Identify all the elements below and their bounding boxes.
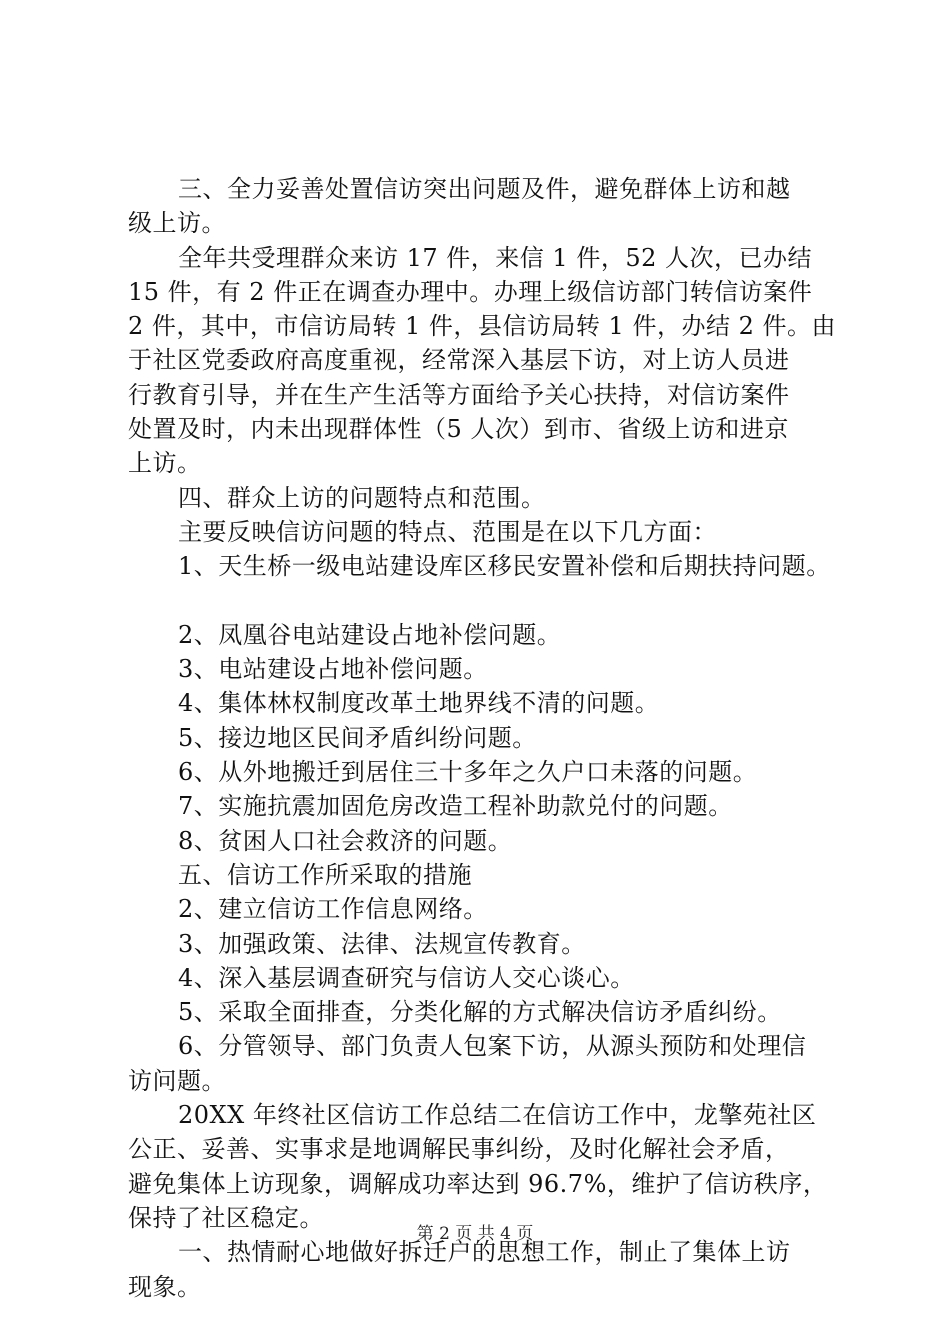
text-line: 全年共受理群众来访 17 件，来信 1 件，52 人次，已办结 [178, 243, 812, 272]
text-line: 保持了社区稳定。 [128, 1203, 324, 1232]
text-line: 公正、妥善、实事求是地调解民事纠纷，及时化解社会矛盾， [128, 1135, 790, 1164]
text-line: 三、全力妥善处置信访突出问题及件，避免群体上访和越 [178, 175, 791, 203]
text-line: 主要反映信访问题的特点、范围是在以下几方面： [178, 517, 717, 546]
text-line: 上访。 [128, 449, 202, 478]
text-line: 6、分管领导、部门负责人包案下访，从源头预防和处理信 [178, 1032, 807, 1061]
text-line: 2、建立信访工作信息网络。 [178, 895, 488, 924]
text-line: 一、热情耐心地做好拆迁户的思想工作，制止了集体上访 [178, 1238, 791, 1267]
text-line: 级上访。 [128, 209, 226, 238]
text-line: 5、接边地区民间矛盾纠纷问题。 [178, 723, 537, 752]
text-line: 1、天生桥一级电站建设库区移民安置补偿和后期扶持问题。 [178, 552, 831, 581]
text-line: 20XX 年终社区信访工作总结二在信访工作中，龙擎苑社区 [178, 1101, 817, 1130]
text-line: 五、信访工作所采取的措施 [178, 860, 472, 889]
document-body [128, 172, 848, 1304]
text-line: 现象。 [128, 1272, 202, 1301]
text-line: 4、集体林权制度改革土地界线不清的问题。 [178, 689, 660, 718]
blank-line [128, 584, 848, 618]
text-line: 于社区党委政府高度重视，经常深入基层下访，对上访人员进 [128, 346, 790, 375]
text-line: 避免集体上访现象，调解成功率达到 96.7%，维护了信访秩序， [128, 1169, 828, 1198]
text-line: 行教育引导，并在生产生活等方面给予关心扶持，对信访案件 [128, 380, 790, 409]
text-line: 15 件，有 2 件正在调查办理中。办理上级信访部门转信访案件 [128, 277, 813, 306]
text-line: 2、凤凰谷电站建设占地补偿问题。 [178, 620, 562, 649]
text-line: 3、电站建设占地补偿问题。 [178, 655, 488, 684]
text-line: 处置及时，内未出现群体性（5 人次）到市、省级上访和进京 [128, 415, 789, 444]
text-line: 4、深入基层调查研究与信访人交心谈心。 [178, 963, 635, 992]
page-number-label: 第 2 页 共 4 页 [416, 1224, 534, 1244]
text-line: 2 件，其中，市信访局转 1 件，县信访局转 1 件，办结 2 件。由 [128, 312, 836, 341]
text-line: 3、加强政策、法律、法规宣传教育。 [178, 929, 586, 958]
text-line: 5、采取全面排查，分类化解的方式解决信访矛盾纠纷。 [178, 998, 782, 1027]
text-line: 访问题。 [128, 1066, 226, 1095]
text-line: 8、贫困人口社会救济的问题。 [178, 826, 513, 855]
page-footer [0, 1219, 950, 1244]
text-line: 四、群众上访的问题特点和范围。 [178, 483, 546, 512]
text-line: 7、实施抗震加固危房改造工程补助款兑付的问题。 [178, 792, 733, 821]
text-line: 6、从外地搬迁到居住三十多年之久户口未落的问题。 [178, 758, 758, 787]
